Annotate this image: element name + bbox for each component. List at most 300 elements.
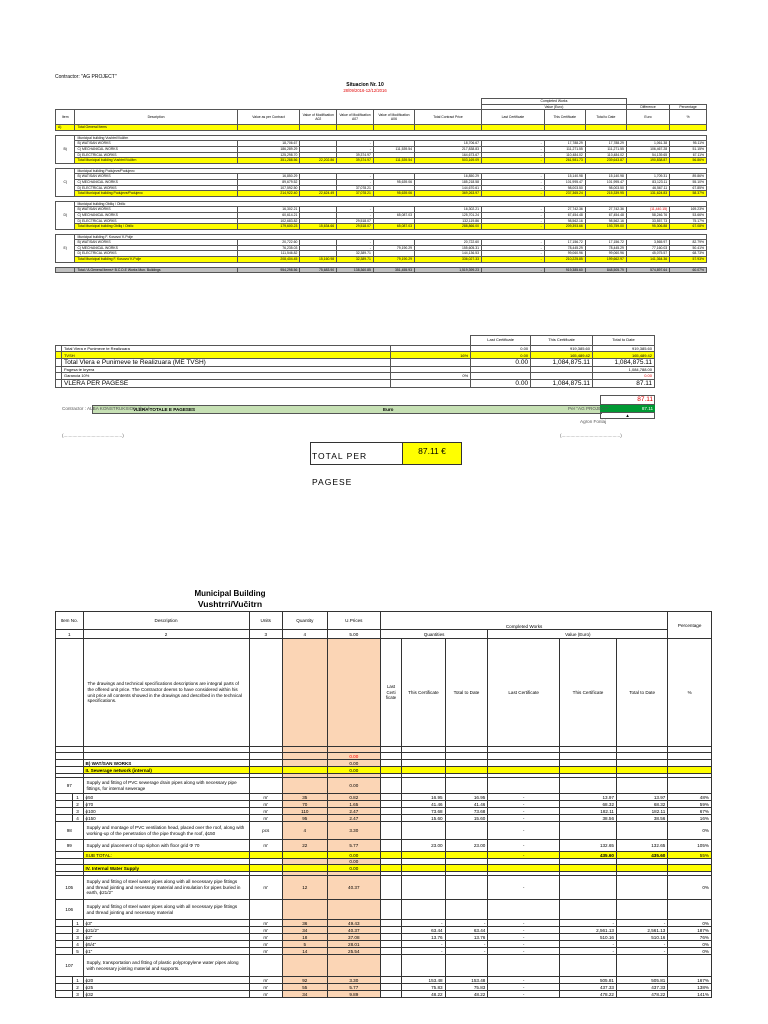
- detail-cell: [617, 760, 668, 767]
- row-description: B) WAT/SAN WORKS: [75, 141, 237, 147]
- last-cert-value: -: [488, 801, 560, 808]
- sub-item-number: 4: [72, 815, 83, 822]
- detail-cell: [402, 767, 445, 774]
- this-cert-qty: 153.48: [402, 977, 445, 984]
- summary-column-header: Value of Modification A07: [337, 110, 374, 125]
- detail-cell: [617, 865, 668, 872]
- value-cell: 110,484.02: [585, 152, 626, 158]
- item-quantity: 110: [282, 808, 327, 815]
- group-total-value: 22,202.86: [300, 158, 337, 164]
- sub-item-row: [56, 991, 712, 998]
- group-total-value: 239,643.87: [585, 158, 626, 164]
- value-cell: 53.66%: [670, 212, 707, 218]
- payment-description: Total Vlera e Punimeve te Realizuara: [61, 346, 390, 352]
- item-unit: m': [249, 808, 282, 815]
- value-cell: 60,614.21: [237, 212, 300, 218]
- value-cell: 185,218.58: [414, 179, 481, 185]
- total-qty: [445, 822, 488, 840]
- group-total-value: 39,374.97: [337, 158, 374, 164]
- grand-total-value: 75,683.90: [300, 267, 337, 273]
- this-cert-value: [559, 900, 616, 920]
- item-no-header: Item No.: [56, 612, 84, 630]
- value-cell: -: [482, 174, 545, 180]
- this-cert-value: [559, 876, 616, 900]
- value-cell: 217,838.83: [414, 146, 481, 152]
- summary-column-header: This Certificate: [544, 110, 585, 125]
- group-title: Municipal building F. Kosovo/ K.Polje: [75, 234, 707, 240]
- sub-item-number: 2: [72, 984, 83, 991]
- item-percentage: 167%: [668, 977, 712, 984]
- this-cert-value: 182.11: [559, 808, 616, 815]
- total-value: 68.32: [617, 801, 668, 808]
- last-cert-qty: [380, 876, 401, 900]
- this-cert-value: 505.81: [559, 977, 616, 984]
- this-cert-qty: [402, 900, 445, 920]
- detail-cell: [402, 852, 445, 859]
- detail-cell: [668, 865, 712, 872]
- item-description: Supply and fitting of steel water pipes along with all necessary pipe fittings and thread jointing and necessary material: [83, 900, 249, 920]
- group-total-value: 95,306.88: [626, 224, 669, 230]
- value-cell: -: [482, 141, 545, 147]
- item-number: 99: [56, 840, 84, 852]
- last-cert-qty: [380, 900, 401, 920]
- value-cell: 107,592.50: [237, 185, 300, 191]
- detail-cell: [56, 934, 73, 941]
- value-cell: 164,673.67: [414, 152, 481, 158]
- item-unit: m': [249, 927, 282, 934]
- grand-total-value: 848,505.79: [585, 267, 626, 273]
- row-description: D) ELECTRICAL WORKS: [75, 218, 237, 224]
- item-unit-price: 9.89: [327, 991, 380, 998]
- detail-title: Municipal Building: [194, 589, 266, 598]
- value-cell: -: [337, 245, 374, 251]
- group-total-value: 57.93%: [670, 257, 707, 263]
- payment-this: 1,084,875.11: [531, 358, 593, 366]
- payment-cell: [61, 336, 390, 346]
- this-cert-value: 510.16: [559, 934, 616, 941]
- total-qty: 153.48: [445, 977, 488, 984]
- detail-cell: [56, 927, 73, 934]
- detail-cell: [445, 767, 488, 774]
- last-cert-qty: [380, 794, 401, 801]
- this-cert-qty: 75.83: [402, 984, 445, 991]
- item-percentage: [668, 778, 712, 794]
- value-cell: 101,995.47: [585, 179, 626, 185]
- group-total-value: 141,364.36: [626, 257, 669, 263]
- item-unit-price: 28.01: [327, 941, 380, 948]
- item-percentage: 76%: [668, 934, 712, 941]
- this-cert-value: -: [559, 948, 616, 955]
- detail-cell: [445, 753, 488, 760]
- detail-row: [56, 639, 712, 747]
- this-cert-qty: [402, 778, 445, 794]
- this-certificate-value-header: This Certificate: [559, 639, 616, 747]
- total-value: -: [617, 920, 668, 927]
- last-cert-value: -: [488, 927, 560, 934]
- detail-cell: [56, 767, 84, 774]
- item-unit-price: 3.30: [327, 977, 380, 984]
- item-row: [56, 876, 712, 900]
- last-cert-qty: [380, 927, 401, 934]
- value-cell: 17,788.29: [585, 141, 626, 147]
- detail-cell: [282, 639, 327, 747]
- payment-row: [56, 379, 655, 387]
- this-cert-value: 132.65: [559, 840, 616, 852]
- description-header: Description: [83, 612, 249, 630]
- col-number: 5.00: [327, 630, 380, 639]
- item-percentage: 67%: [668, 808, 712, 815]
- row-description: B) WAT/SAN WORKS: [75, 240, 237, 246]
- quantity-header: Quantity: [282, 612, 327, 630]
- item-quantity: 12: [282, 876, 327, 900]
- value-cell: 16,302.21: [414, 207, 481, 213]
- value-cell: 65,087.03: [373, 212, 414, 218]
- red-payment-value: 87.11: [637, 396, 653, 403]
- item-description: ϕ32: [83, 991, 249, 998]
- value-cell: 125,298.70: [237, 152, 300, 158]
- item-unit: [249, 778, 282, 794]
- value-cell: 1,061.38: [626, 141, 669, 147]
- detail-cell: [488, 753, 560, 760]
- group-total-value: -: [482, 257, 545, 263]
- total-qty: [445, 876, 488, 900]
- summary-column-header: Description: [75, 110, 237, 125]
- item-unit-price: 1.65: [327, 801, 380, 808]
- value-cell: 125,701.24: [414, 212, 481, 218]
- total-qty: 75.83: [445, 984, 488, 991]
- value-cell: (11,440.15): [626, 207, 669, 213]
- value-cell: 54,139.65: [626, 152, 669, 158]
- group-total-value: 67.08%: [670, 224, 707, 230]
- value-euro-header: Value (Euro): [482, 104, 627, 110]
- payment-last-header: Last Certificate: [471, 336, 531, 346]
- last-certificate-header: Last Certificate: [488, 639, 560, 747]
- item-row: [56, 955, 712, 977]
- item-description: ϕ21/2": [83, 927, 249, 934]
- item-description: ϕ25: [83, 984, 249, 991]
- value-cell: 17,788.29: [544, 141, 585, 147]
- payment-total: 165,489.42: [593, 352, 655, 358]
- detail-cell: [445, 760, 488, 767]
- detail-cell: [56, 948, 73, 955]
- sub-item-row: [56, 977, 712, 984]
- detail-cell: [617, 753, 668, 760]
- this-cert-qty: [402, 822, 445, 840]
- item-row: [56, 900, 712, 920]
- percentage-header: Percentage: [668, 612, 712, 639]
- group-total-value: 79,190.29: [373, 257, 414, 263]
- difference-header: Difference: [626, 104, 669, 110]
- detail-cell: [559, 865, 616, 872]
- item-quantity: 35: [282, 794, 327, 801]
- percentage-header: Percentage: [670, 104, 707, 110]
- group-total-value: 351,288.56: [237, 158, 300, 164]
- sub-item-row: [56, 984, 712, 991]
- value-cell: -: [337, 212, 374, 218]
- group-total-value: 15,160.98: [300, 257, 337, 263]
- row-description: C) MECHANICAL WORKS: [75, 179, 237, 185]
- group-item: D): [56, 212, 75, 218]
- value-cell: 16,302.21: [237, 207, 300, 213]
- group-total-value: 190,838.87: [626, 158, 669, 164]
- group-total-value: 214,922.40: [237, 191, 300, 197]
- value-cell: 155,605.31: [414, 245, 481, 251]
- item-quantity: 95: [282, 815, 327, 822]
- detail-cell: [282, 760, 327, 767]
- summary-cell: Total General Items: [75, 125, 237, 131]
- group-total-value: 37,078.21: [337, 191, 374, 197]
- left-signature-line: (..............................................): [62, 433, 124, 438]
- group-total-value: 131,624.83: [626, 191, 669, 197]
- last-cert-qty: [380, 815, 401, 822]
- value-cell: 27,742.36: [544, 207, 585, 213]
- grand-total-value: 138,360.85: [337, 267, 374, 273]
- section-sewerage: II. Sewerage network (internal): [83, 767, 249, 774]
- last-cert-value: -: [488, 941, 560, 948]
- item-quantity: [282, 955, 327, 977]
- last-cert-qty: [380, 948, 401, 955]
- col-number: 4: [282, 630, 327, 639]
- last-cert-qty: [380, 991, 401, 998]
- signatory-name: Agron Fonlaj: [580, 419, 607, 424]
- item-number: 98: [56, 822, 84, 840]
- value-cell: 98,562.16: [544, 218, 585, 224]
- value-cell: 79,190.29: [373, 245, 414, 251]
- last-cert-value: -: [488, 876, 560, 900]
- sub-item-row: [56, 927, 712, 934]
- payment-total-header: Total to Date: [593, 336, 655, 346]
- value-cell: 95.11%: [670, 141, 707, 147]
- detail-cell: [445, 865, 488, 872]
- group-total-value: 193,759.00: [585, 224, 626, 230]
- payment-description: TVSH: [61, 352, 390, 358]
- detail-row: [56, 760, 712, 767]
- this-cert-qty: 13.76: [402, 934, 445, 941]
- value-cell: 144,670.61: [414, 185, 481, 191]
- value-cell: 99,060.96: [585, 251, 626, 257]
- detail-cell: [488, 760, 560, 767]
- sub-item-row: [56, 948, 712, 955]
- row-description: B) WAT/SAN WORKS: [75, 174, 237, 180]
- payment-percent: 16%: [391, 352, 471, 358]
- detail-cell: [380, 865, 401, 872]
- value-cell: -: [337, 240, 374, 246]
- last-cert-qty: [380, 934, 401, 941]
- detail-cell: [380, 767, 401, 774]
- last-cert-qty: [380, 941, 401, 948]
- item-number: 97: [56, 778, 84, 794]
- payment-this-header: This Certificate: [531, 336, 593, 346]
- summary-column-header: %: [670, 110, 707, 125]
- detail-row: [56, 612, 712, 630]
- subtotal-last: -: [488, 852, 560, 859]
- group-total-value: 369,263.97: [414, 191, 481, 197]
- section-internal-water: IV. Internal Water Supply: [83, 865, 249, 872]
- total-qty: 63.44: [445, 927, 488, 934]
- group-total-label: Total Municipal building Podujeve/Podujevo: [75, 191, 237, 197]
- row-description: B) WAT/SAN WORKS: [75, 207, 237, 213]
- total-per-pagese-value: 87.11 €: [403, 443, 461, 464]
- item-unit-price: 40.37: [327, 876, 380, 900]
- group-total-value: 210,225.85: [544, 257, 585, 263]
- item-unit-price: 25.54: [327, 948, 380, 955]
- last-cert-qty: [380, 801, 401, 808]
- detail-cell: [402, 753, 445, 760]
- total-value: 478.22: [617, 991, 668, 998]
- value-cell: 18,706.67: [237, 141, 300, 147]
- row-description: D) ELECTRICAL WORKS: [75, 185, 237, 191]
- detail-row: [56, 865, 712, 872]
- total-qty: [445, 900, 488, 920]
- this-cert-value: 2,561.13: [559, 927, 616, 934]
- value-cell: 76,235.03: [237, 245, 300, 251]
- total-qty: -: [445, 920, 488, 927]
- item-description: ϕ1": [83, 948, 249, 955]
- grand-total-value: 574,897.64: [626, 267, 669, 273]
- payment-row: [56, 358, 655, 366]
- this-cert-qty: -: [402, 920, 445, 927]
- contractor-label: Contractor: "AG PROJECT": [55, 74, 117, 80]
- group-total-value: 288,866.00: [414, 224, 481, 230]
- group-total-value: 209,393.66: [544, 224, 585, 230]
- item-row: [56, 822, 712, 840]
- item-percentage: [668, 900, 712, 920]
- group-total-value: 237,365.24: [544, 191, 585, 197]
- grand-total-value: 60.07%: [670, 267, 707, 273]
- detail-cell: [668, 760, 712, 767]
- value-cell: 16,850.29: [237, 174, 300, 180]
- summary-row: [56, 267, 707, 273]
- sub-item-number: 2: [72, 927, 83, 934]
- item-unit: pcs: [249, 822, 282, 840]
- total-value: 182.11: [617, 808, 668, 815]
- value-cell: 78,445.29: [585, 245, 626, 251]
- detail-cell: [282, 767, 327, 774]
- detail-cell: [249, 760, 282, 767]
- last-cert-qty: [380, 920, 401, 927]
- value-cell: -: [482, 251, 545, 257]
- payment-description: Garancia 10%: [61, 373, 390, 379]
- group-total-value: -: [482, 191, 545, 197]
- item-unit: m': [249, 801, 282, 808]
- value-cell: -: [337, 146, 374, 152]
- group-total-value: 179,600.23: [237, 224, 300, 230]
- detail-cell: [56, 991, 73, 998]
- value-euro-header: Value (Euro): [488, 630, 668, 639]
- sub-item-number: 1: [72, 920, 83, 927]
- item-unit-price: 5.77: [327, 840, 380, 852]
- item-unit-price: 0.82: [327, 794, 380, 801]
- item-description: Supply and placement of top siphon with floor grid Φ 70: [83, 840, 249, 852]
- zero-value: 0.00: [327, 760, 380, 767]
- detail-cell: [56, 639, 84, 747]
- col-number: 2: [83, 630, 249, 639]
- summary-cell: A): [56, 125, 75, 131]
- this-cert-qty: 15.60: [402, 815, 445, 822]
- value-cell: 3,565.97: [626, 240, 669, 246]
- value-cell: 50.41%: [670, 245, 707, 251]
- item-description: Supply, transportation and fitting of plastic polypropylene water pipes along with necessary jointing material and supports.: [83, 955, 249, 977]
- this-cert-value: -: [559, 941, 616, 948]
- item-unit: m': [249, 876, 282, 900]
- item-description: ϕ5/4": [83, 941, 249, 948]
- vlera-totale-value: 87.11: [600, 405, 655, 412]
- value-cell: 106,467.28: [626, 146, 669, 152]
- detail-cell: [249, 865, 282, 872]
- detail-cell: [559, 760, 616, 767]
- item-quantity: 36: [282, 920, 327, 927]
- last-cert-value: -: [488, 984, 560, 991]
- detail-cell: [249, 852, 282, 859]
- value-cell: 67,454.48: [544, 212, 585, 218]
- group-total-label: Total Municipal building Obiliq / Obilic: [75, 224, 237, 230]
- item-description: ϕ150: [83, 815, 249, 822]
- item-number: 105: [56, 876, 84, 900]
- item-unit: m': [249, 948, 282, 955]
- value-cell: 29,518.07: [337, 218, 374, 224]
- value-cell: -: [482, 240, 545, 246]
- detail-cell: [56, 760, 84, 767]
- detail-row: [56, 630, 712, 639]
- item-percentage: 0%: [668, 920, 712, 927]
- value-cell: 101,995.47: [544, 179, 585, 185]
- value-cell: 17,156.72: [585, 240, 626, 246]
- total-qty: [445, 778, 488, 794]
- group-title: Municipal building Vushtrri/Vučitrn: [75, 135, 707, 141]
- detail-cell: [282, 753, 327, 760]
- col-number: 1: [56, 630, 84, 639]
- last-cert-qty: [380, 955, 401, 977]
- group-total-value: -: [482, 224, 545, 230]
- sub-item-number: 1: [72, 977, 83, 984]
- detail-cell: [668, 753, 712, 760]
- item-unit-price: 0.00: [327, 778, 380, 794]
- total-value: -: [617, 941, 668, 948]
- last-cert-qty: [380, 984, 401, 991]
- group-title: Municipal building Podujeve/Podujevo: [75, 168, 707, 174]
- detail-cell: [445, 852, 488, 859]
- item-description: ϕ50: [83, 794, 249, 801]
- completed-works-header: Completed Works: [482, 99, 627, 105]
- item-description: ϕ2": [83, 934, 249, 941]
- summary-cell: [56, 267, 75, 273]
- summary-column-header: Value of Modification A02: [300, 110, 337, 125]
- summary-column-header: Euro: [626, 110, 669, 125]
- detail-cell: [380, 760, 401, 767]
- group-total-value: -: [482, 158, 545, 164]
- value-cell: 110,484.02: [544, 152, 585, 158]
- item-description: ϕ20: [83, 977, 249, 984]
- detail-cell: [327, 639, 380, 747]
- total-qty: [445, 955, 488, 977]
- summary-column-header: Last Certificate: [482, 110, 545, 125]
- this-cert-value: 38.56: [559, 815, 616, 822]
- grand-total-value: 954,298.56: [237, 267, 300, 273]
- sub-item-row: [56, 941, 712, 948]
- this-cert-qty: [402, 955, 445, 977]
- sub-item-row: [56, 794, 712, 801]
- item-number: 107: [56, 955, 84, 977]
- value-cell: 89.86%: [670, 174, 707, 180]
- total-per-pagese-label: TOTAL PER PAGESE: [311, 443, 403, 464]
- total-value: [617, 876, 668, 900]
- col-number: 3: [249, 630, 282, 639]
- total-qty: 48.22: [445, 991, 488, 998]
- detail-row: [56, 767, 712, 774]
- item-quantity: 5: [282, 941, 327, 948]
- item-unit-price: [327, 955, 380, 977]
- last-cert-value: -: [488, 977, 560, 984]
